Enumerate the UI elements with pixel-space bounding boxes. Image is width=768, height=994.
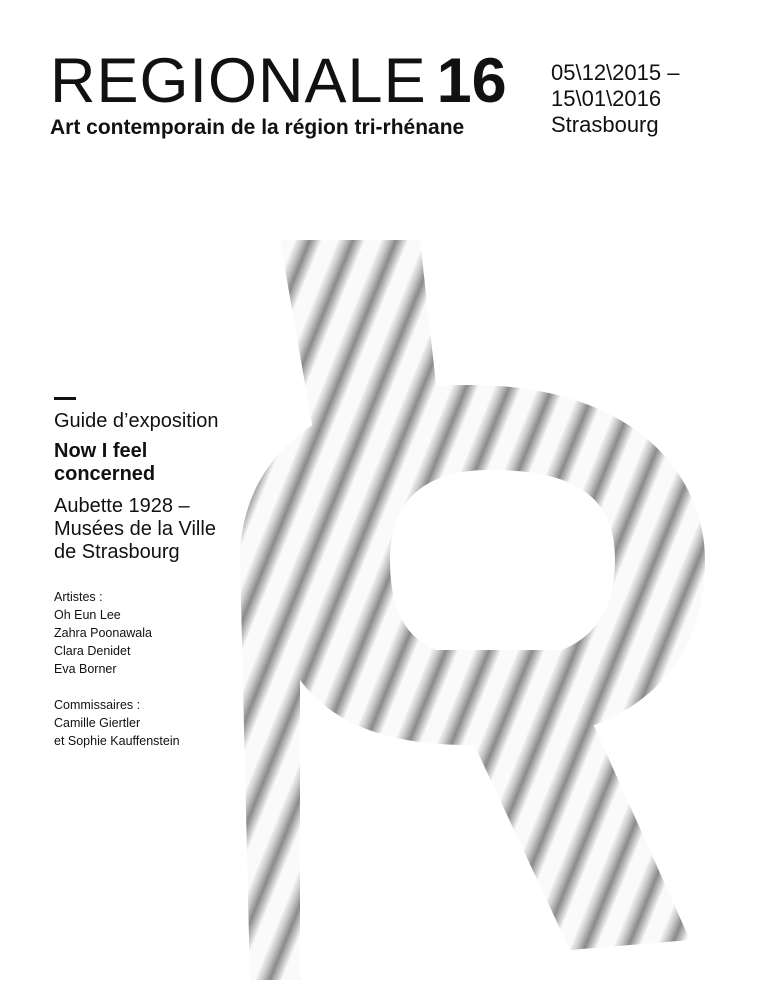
artist-name: Zahra Poonawala	[54, 626, 152, 640]
exhibition-brand-title	[50, 46, 507, 116]
date-end: 15\01\2016	[551, 86, 662, 111]
exhibition-title-line1: Now I feel	[54, 440, 148, 462]
venue-line1: Aubette 1928 –	[54, 495, 190, 517]
curator-line2: et Sophie Kauffenstein	[54, 734, 180, 748]
curators-label: Commissaires :	[54, 698, 141, 712]
dates-block	[551, 60, 679, 138]
venue-line3: de Strasbourg	[54, 541, 180, 563]
artists-list	[54, 588, 152, 678]
artist-name: Oh Eun Lee	[54, 608, 121, 622]
brand-subtitle: Art contemporain de la région tri-rhénane	[50, 116, 465, 139]
curators-list	[54, 696, 180, 750]
city: Strasbourg	[551, 112, 659, 137]
artist-name: Clara Denidet	[54, 644, 131, 658]
venue-line2: Musées de la Ville	[54, 518, 216, 540]
artists-label: Artistes :	[54, 590, 103, 604]
artist-name: Eva Borner	[54, 662, 117, 676]
edition-number: 16	[436, 46, 507, 116]
exhibition-title-line2: concerned	[54, 463, 156, 485]
guide-label: Guide d’exposition	[54, 410, 219, 432]
brand-name: REGIONALE	[50, 46, 427, 116]
venue	[54, 495, 216, 564]
date-start: 05\12\2015 –	[551, 60, 680, 85]
exhibition-title	[54, 440, 155, 486]
curator-line1: Camille Giertler	[54, 716, 141, 730]
divider	[54, 397, 76, 400]
